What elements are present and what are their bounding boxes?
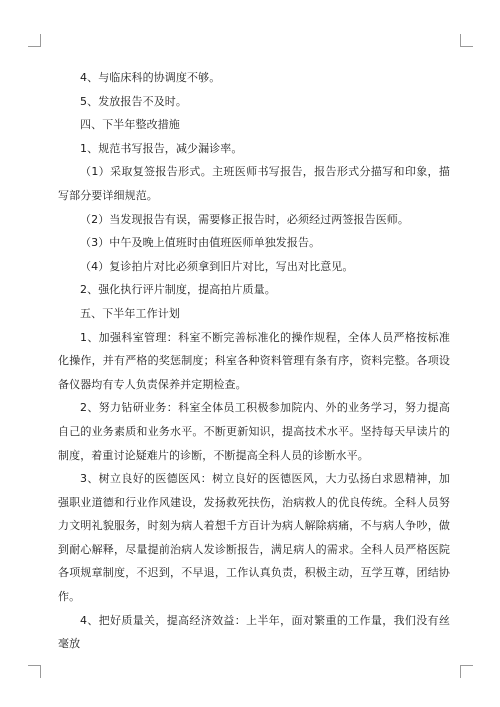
section-heading-work-plan: 五、下半年工作计划 bbox=[80, 306, 180, 320]
paragraph-measure-1-1: （1）采取复签报告形式。主班医师书写报告，报告形式分描写和印象，描写部分要详细规范。 bbox=[58, 165, 450, 202]
paragraph-plan-4: 4、把好质量关，提高经济效益：上半年，面对繁重的工作量，我们没有丝毫放 bbox=[58, 613, 450, 651]
paragraph-plan-3: 3、树立良好的医德医风：树立良好的医德医风，大力弘扬白求恩精神，加强职业道德和行业作风建设，发扬救死扶伤，治病救人的优良传统。全科人员努力文明礼貌服务，时刻为病人着想千方百计为病人解除病痛，不与病人争吵，做到耐心解释，尽量提前治病人发诊断报告，满足病人的需求。全科人员严格医院各项规章制度，不迟到，不早退，工作认真负责，积极主动，互学互尊，团结协作。 bbox=[58, 472, 450, 604]
page-corner-mark-top-right bbox=[460, 34, 473, 47]
page-corner-mark-bottom-left bbox=[28, 665, 41, 678]
paragraph-plan-2: 2、努力钻研业务：科室全体员工积极参加院内、外的业务学习，努力提高自己的业务素质和业务水平。不断更新知识，提高技术水平。坚持每天早读片的制度，着重讨论疑难片的诊断，不断提高全科人员的诊断水平。 bbox=[58, 401, 450, 462]
page-corner-mark-top-left bbox=[28, 34, 41, 47]
paragraph-measure-1-4: （4）复诊拍片对比必须拿到旧片对比，写出对比意见。 bbox=[80, 259, 354, 273]
paragraph-item-4: 4、与临床科的协调度不够。 bbox=[80, 71, 221, 84]
paragraph-plan-1: 1、加强科室管理：科室不断完善标准化的操作规程，全体人员严格按标准化操作，并有严格的奖惩制度；科室各种资料管理有条有序，资料完整。各项设备仪器均有专人负责保养并定期检查。 bbox=[58, 330, 450, 391]
paragraph-measure-1-3: （3）中午及晚上值班时由值班医师单独发报告。 bbox=[80, 236, 321, 250]
paragraph-measure-2: 2、强化执行评片制度，提高拍片质量。 bbox=[80, 283, 276, 297]
page-corner-mark-bottom-right bbox=[460, 665, 473, 678]
paragraph-item-5: 5、发放报告不及时。 bbox=[80, 94, 187, 108]
paragraph-measure-1: 1、规范书写报告，减少漏诊率。 bbox=[80, 141, 243, 155]
document-body bbox=[58, 66, 450, 656]
paragraph-measure-1-2: （2）当发现报告有误，需要修正报告时，必须经过两签报告医师。 bbox=[80, 212, 409, 226]
section-heading-improvement-measures: 四、下半年整改措施 bbox=[80, 118, 180, 132]
